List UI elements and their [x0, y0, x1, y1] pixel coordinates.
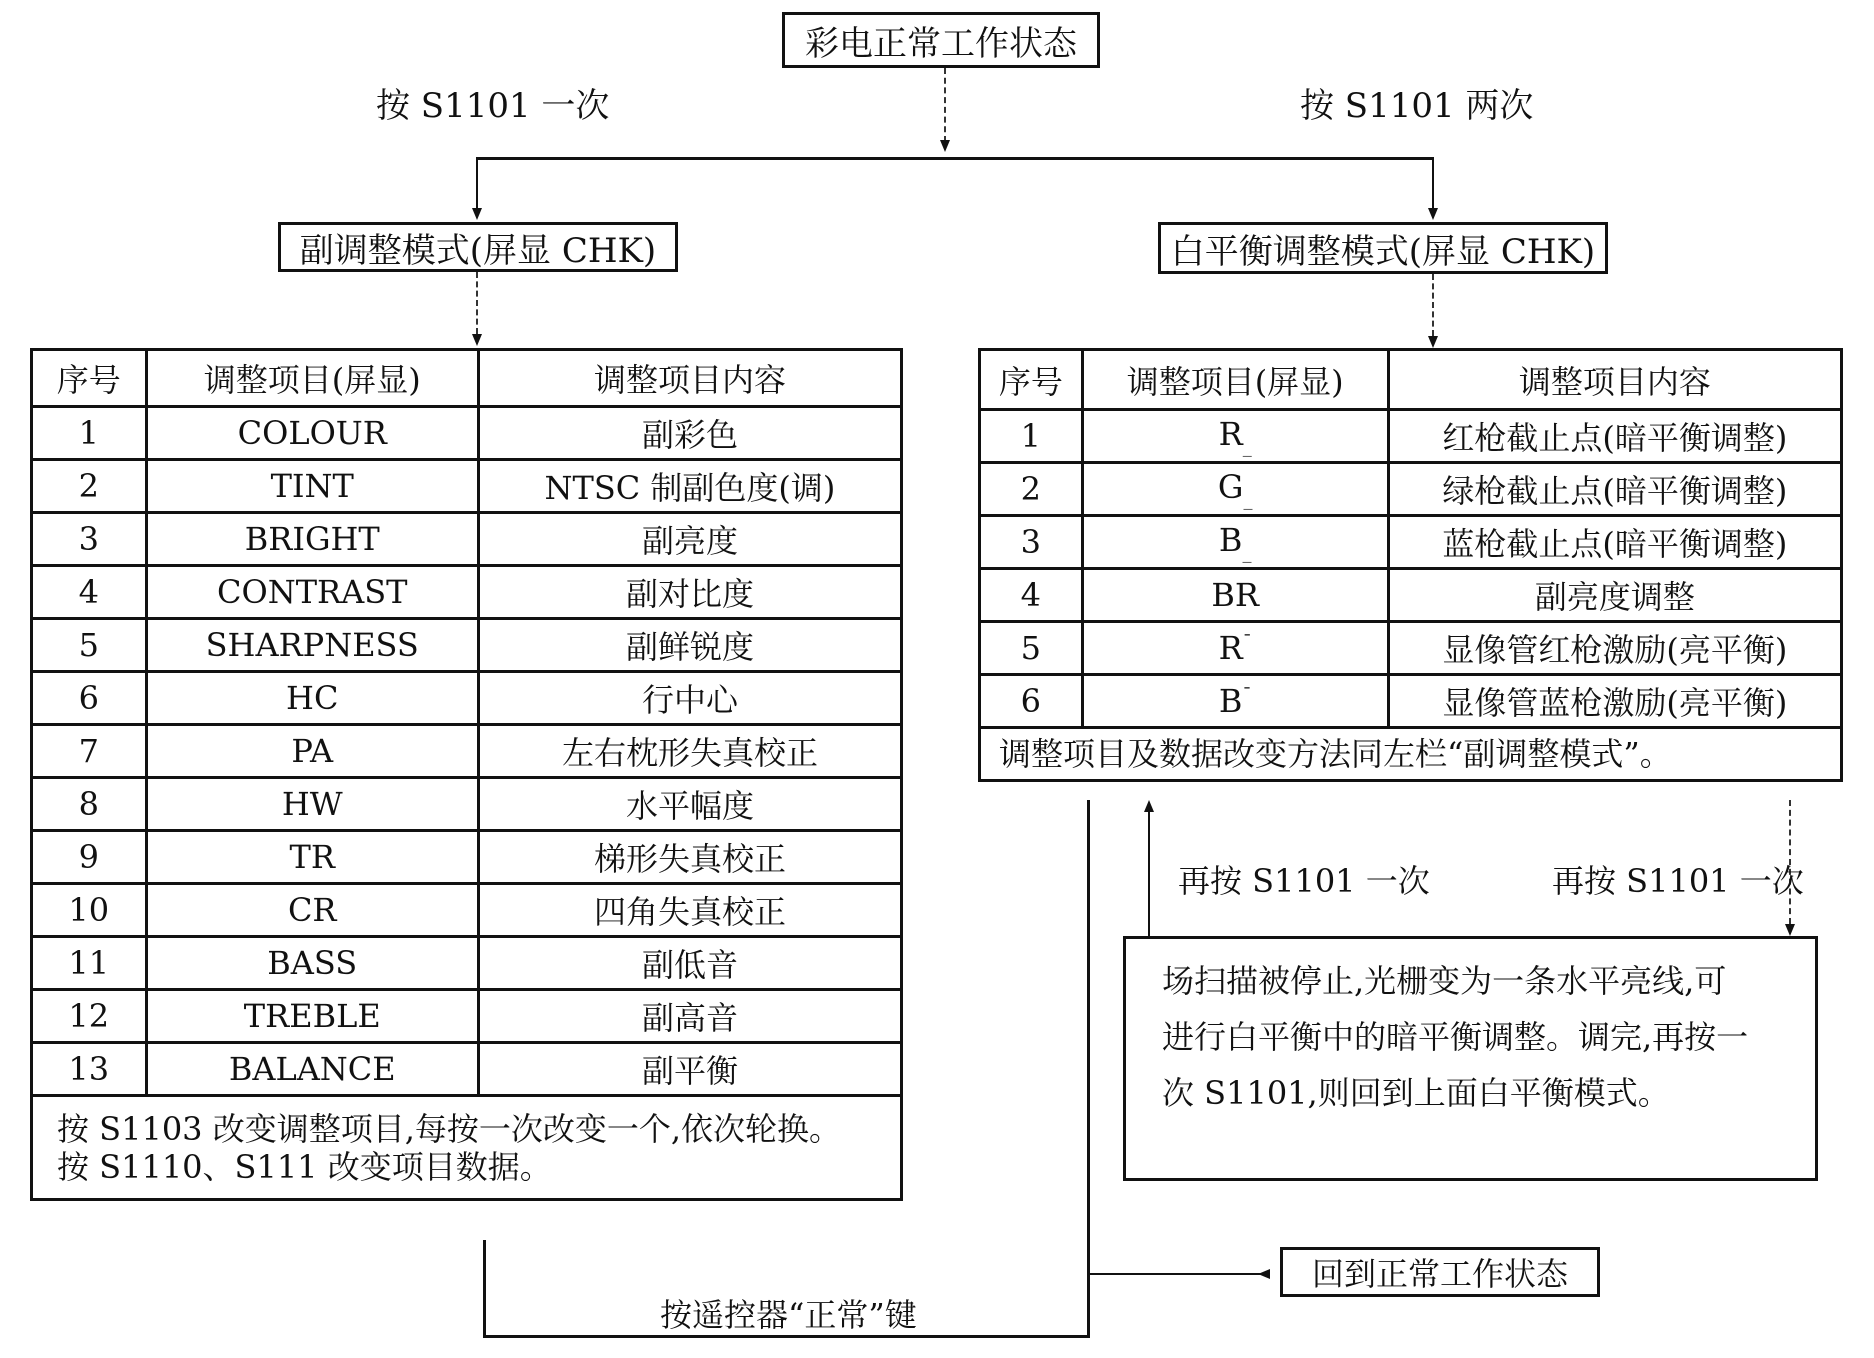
cell-content: 四角失真校正: [478, 884, 901, 937]
header-item: 调整项目(屏显): [1082, 350, 1388, 410]
return-line: [1090, 1273, 1268, 1275]
cell-item: CONTRAST: [146, 566, 478, 619]
cell-content: 显像管红枪激励(亮平衡): [1388, 622, 1841, 675]
cell-no: 11: [32, 937, 147, 990]
item-base: BR: [1211, 576, 1259, 614]
cell-no: 5: [32, 619, 147, 672]
table-row: [32, 990, 902, 1043]
cell-item: BRIGHT: [146, 513, 478, 566]
table-note-row: [32, 1096, 902, 1200]
arrow-down-icon: [940, 140, 950, 152]
white-balance-table: [978, 348, 1843, 782]
arrow-down-icon: [472, 208, 482, 220]
cell-content: 副对比度: [478, 566, 901, 619]
notice-line-2: 进行白平衡中的暗平衡调整。调完,再按一: [1162, 1018, 1749, 1056]
cell-no: 4: [980, 569, 1083, 622]
cell-item: TINT: [146, 460, 478, 513]
table-row: [32, 725, 902, 778]
cell-content: 副高音: [478, 990, 901, 1043]
table-row: [980, 410, 1842, 463]
remote-key-label: 按遥控器“正常”键: [660, 1296, 917, 1334]
table-row: [980, 463, 1842, 516]
item-base: R: [1218, 629, 1243, 667]
cell-no: 13: [32, 1043, 147, 1096]
connector-left-table: [476, 272, 478, 334]
cell-content: 红枪截止点(暗平衡调整): [1388, 410, 1841, 463]
cell-item: [1082, 622, 1388, 675]
cell-item: [1082, 675, 1388, 728]
item-mark: _: [1242, 436, 1252, 458]
cell-no: 3: [32, 513, 147, 566]
sub-adjust-note: [32, 1096, 902, 1200]
item-mark: _: [1242, 542, 1252, 564]
table-row: [32, 619, 902, 672]
cell-item: BALANCE: [146, 1043, 478, 1096]
table-row: [32, 460, 902, 513]
arrow-down-icon: [1785, 924, 1795, 936]
cell-content: 副平衡: [478, 1043, 901, 1096]
cell-no: 9: [32, 831, 147, 884]
table-row: [32, 672, 902, 725]
cell-content: 左右枕形失真校正: [478, 725, 901, 778]
table-row: [32, 831, 902, 884]
sub-adjust-mode-box: [278, 222, 678, 272]
cell-no: 10: [32, 884, 147, 937]
table-row: [32, 778, 902, 831]
cell-item: TR: [146, 831, 478, 884]
cell-no: 4: [32, 566, 147, 619]
white-balance-note: 调整项目及数据改变方法同左栏“副调整模式”。: [980, 728, 1842, 781]
cell-no: 7: [32, 725, 147, 778]
cell-no: 1: [980, 410, 1083, 463]
loop-down-label: 再按 S1101 一次: [1552, 862, 1804, 900]
cell-item: [1082, 410, 1388, 463]
header-no: 序号: [32, 350, 147, 407]
cell-item: [1082, 463, 1388, 516]
table-row: [32, 937, 902, 990]
branch-left-drop: [476, 158, 478, 212]
cell-no: 6: [980, 675, 1083, 728]
arrow-down-icon: [1428, 208, 1438, 220]
cell-no: 8: [32, 778, 147, 831]
loop-up-line: [1148, 812, 1150, 936]
table-row: [32, 407, 902, 460]
start-state-box: [782, 12, 1100, 68]
cell-content: 副鲜锐度: [478, 619, 901, 672]
cell-content: NTSC 制副色度(调): [478, 460, 901, 513]
table-note-row: [980, 728, 1842, 781]
sub-adjust-mode-title: 副调整模式(屏显 CHK): [299, 230, 657, 271]
connector-top: [944, 68, 946, 142]
branch-line: [476, 157, 1434, 160]
cell-item: HW: [146, 778, 478, 831]
cell-no: 6: [32, 672, 147, 725]
table-row: [980, 622, 1842, 675]
cell-content: 副亮度调整: [1388, 569, 1841, 622]
cell-item: TREBLE: [146, 990, 478, 1043]
cell-content: 梯形失真校正: [478, 831, 901, 884]
branch-right-label: 按 S1101 两次: [1300, 86, 1534, 126]
table-header-row: [980, 350, 1842, 410]
cell-item: [1082, 569, 1388, 622]
cell-content: 行中心: [478, 672, 901, 725]
item-base: B: [1218, 520, 1243, 559]
item-base: B: [1218, 682, 1243, 720]
cell-item: CR: [146, 884, 478, 937]
cell-item: PA: [146, 725, 478, 778]
notice-line-3: 次 S1101,则回到上面白平衡模式。: [1162, 1074, 1670, 1112]
table-row: [32, 513, 902, 566]
start-state-label: 彩电正常工作状态: [805, 23, 1077, 64]
item-mark: ¯: [1242, 631, 1252, 653]
notice-line-1: 场扫描被停止,光栅变为一条水平亮线,可: [1162, 962, 1727, 1000]
header-content: 调整项目内容: [1388, 350, 1841, 410]
return-state-box: [1280, 1247, 1600, 1297]
header-content: 调整项目内容: [478, 350, 901, 407]
arrow-up-icon: [1144, 800, 1154, 812]
note-line-1: 按 S1103 改变调整项目,每按一次改变一个,依次轮换。: [57, 1109, 842, 1148]
item-base: G: [1217, 467, 1244, 506]
cell-content: 副亮度: [478, 513, 901, 566]
cell-item: SHARPNESS: [146, 619, 478, 672]
cell-no: 2: [980, 463, 1083, 516]
cell-no: 2: [32, 460, 147, 513]
cell-content: 副彩色: [478, 407, 901, 460]
cell-content: 副低音: [478, 937, 901, 990]
table-header-row: [32, 350, 902, 407]
cell-no: 5: [980, 622, 1083, 675]
item-base: R: [1218, 414, 1243, 453]
cell-item: [1082, 516, 1388, 569]
arrow-down-icon: [472, 334, 482, 346]
arrow-left-icon: [1258, 1269, 1270, 1279]
header-item: 调整项目(屏显): [146, 350, 478, 407]
cell-no: 1: [32, 407, 147, 460]
header-no: 序号: [980, 350, 1083, 410]
cell-content: 显像管蓝枪激励(亮平衡): [1388, 675, 1841, 728]
cell-item: HC: [146, 672, 478, 725]
cell-no: 3: [980, 516, 1083, 569]
cell-content: 蓝枪截止点(暗平衡调整): [1388, 516, 1841, 569]
white-balance-mode-box: [1158, 222, 1608, 274]
branch-right-drop: [1432, 158, 1434, 212]
return-state-label: 回到正常工作状态: [1311, 1255, 1568, 1293]
table-row: [32, 884, 902, 937]
cell-no: 12: [32, 990, 147, 1043]
table-row: [32, 566, 902, 619]
cell-content: 水平幅度: [478, 778, 901, 831]
table-row: [980, 569, 1842, 622]
sub-adjust-table: [30, 348, 903, 1201]
loop-up-label: 再按 S1101 一次: [1178, 862, 1430, 900]
item-mark: _: [1243, 489, 1253, 511]
table-row: [32, 1043, 902, 1096]
white-balance-mode-title: 白平衡调整模式(屏显 CHK): [1170, 231, 1596, 272]
branch-left-label: 按 S1101 一次: [376, 86, 610, 126]
cell-item: COLOUR: [146, 407, 478, 460]
cell-content: 绿枪截止点(暗平衡调整): [1388, 463, 1841, 516]
connector-right-table: [1432, 274, 1434, 336]
table-row: [980, 516, 1842, 569]
note-line-2: 按 S1110、S111 改变项目数据。: [57, 1147, 552, 1186]
arrow-down-icon: [1428, 336, 1438, 348]
dark-balance-notice: [1123, 936, 1818, 1181]
item-mark: ¯: [1242, 684, 1252, 706]
table-row: [980, 675, 1842, 728]
cell-item: BASS: [146, 937, 478, 990]
